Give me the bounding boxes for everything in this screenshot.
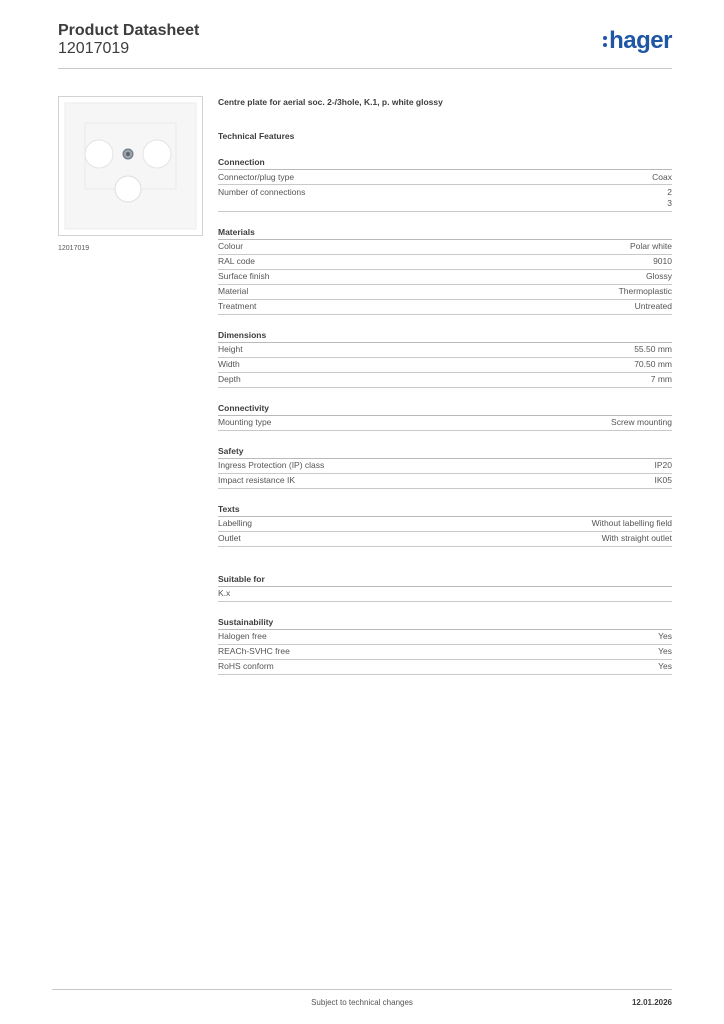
spec-label: Connector/plug type bbox=[218, 171, 295, 182]
spec-label: Colour bbox=[218, 241, 244, 251]
section-title: Sustainability bbox=[218, 616, 672, 630]
spec-value: 7 mm bbox=[650, 374, 672, 384]
footer-date: 12.01.2026 bbox=[631, 998, 672, 1007]
spec-value: Coax bbox=[652, 171, 672, 182]
product-title: Centre plate for aerial soc. 2-/3hole, K.1, p. white glossy bbox=[218, 97, 443, 107]
spec-value: Without labelling field bbox=[591, 518, 672, 528]
spec-value: Yes bbox=[658, 661, 672, 671]
spec-row bbox=[218, 474, 672, 489]
logo-text: hager bbox=[609, 27, 672, 54]
spec-value: Screw mounting bbox=[611, 417, 672, 427]
spec-row bbox=[218, 170, 672, 185]
spec-section bbox=[218, 156, 672, 212]
spec-value: 70.50 mm bbox=[634, 359, 672, 369]
section-title: Safety bbox=[218, 445, 672, 459]
spec-sections bbox=[218, 156, 672, 675]
spec-row bbox=[218, 240, 672, 255]
spec-row bbox=[218, 517, 672, 532]
spec-section bbox=[218, 503, 672, 547]
spec-label: Height bbox=[218, 344, 243, 354]
spec-value: IK05 bbox=[654, 475, 672, 485]
spec-section bbox=[218, 616, 672, 675]
spec-section bbox=[218, 226, 672, 315]
spec-label: Number of connections bbox=[218, 186, 306, 197]
spec-label: RoHS conform bbox=[218, 661, 274, 671]
technical-features-title: Technical Features bbox=[218, 131, 295, 141]
spec-label: Halogen free bbox=[218, 631, 267, 641]
hager-logo bbox=[603, 28, 672, 54]
image-caption: 12017019 bbox=[58, 245, 90, 252]
spec-row bbox=[218, 373, 672, 388]
spec-value: Yes bbox=[658, 646, 672, 656]
spec-section bbox=[218, 402, 672, 431]
spec-label: Treatment bbox=[218, 301, 257, 311]
spec-row bbox=[218, 660, 672, 675]
spec-value: 55.50 mm bbox=[634, 344, 672, 354]
section-title: Materials bbox=[218, 226, 672, 240]
spec-value: IP20 bbox=[654, 460, 672, 470]
spec-row bbox=[218, 416, 672, 431]
header-divider bbox=[58, 68, 672, 69]
spec-section bbox=[218, 445, 672, 489]
spec-label: Width bbox=[218, 359, 240, 369]
centre-plate-image-icon bbox=[59, 97, 202, 235]
spec-label: K.x bbox=[218, 588, 231, 598]
spec-label: Impact resistance IK bbox=[218, 475, 296, 485]
spec-row bbox=[218, 185, 672, 212]
spec-section bbox=[218, 329, 672, 388]
spec-value: Untreated bbox=[634, 301, 672, 311]
spec-label: Depth bbox=[218, 374, 241, 384]
footer-divider bbox=[52, 989, 672, 990]
spec-value: Thermoplastic bbox=[618, 286, 672, 296]
spec-label: Labelling bbox=[218, 518, 253, 528]
spec-label: Ingress Protection (IP) class bbox=[218, 460, 325, 470]
section-title: Suitable for bbox=[218, 573, 672, 587]
spec-value: Glossy bbox=[646, 271, 672, 281]
spec-value: Polar white bbox=[629, 241, 672, 251]
spec-row bbox=[218, 300, 672, 315]
spec-row bbox=[218, 343, 672, 358]
spec-row bbox=[218, 587, 672, 602]
section-title: Connection bbox=[218, 156, 672, 170]
spec-value: 2 3 bbox=[667, 186, 672, 208]
spec-row bbox=[218, 459, 672, 474]
spec-row bbox=[218, 645, 672, 660]
spec-label: RAL code bbox=[218, 256, 256, 266]
spec-label: Material bbox=[218, 286, 249, 296]
spec-row bbox=[218, 285, 672, 300]
specifications bbox=[218, 96, 672, 675]
section-title: Connectivity bbox=[218, 402, 672, 416]
logo-dots-icon bbox=[603, 34, 607, 48]
spec-section bbox=[218, 573, 672, 602]
footer-note: Subject to technical changes bbox=[311, 998, 413, 1007]
spec-value: Yes bbox=[658, 631, 672, 641]
spec-row bbox=[218, 255, 672, 270]
spec-label: Mounting type bbox=[218, 417, 272, 427]
spec-row bbox=[218, 270, 672, 285]
spec-row bbox=[218, 630, 672, 645]
header bbox=[58, 22, 199, 58]
document-title: Product Datasheet bbox=[58, 22, 200, 39]
document-number: 12017019 bbox=[58, 40, 130, 57]
section-title: Texts bbox=[218, 503, 672, 517]
spec-row bbox=[218, 358, 672, 373]
section-title: Dimensions bbox=[218, 329, 672, 343]
spec-value: With straight outlet bbox=[601, 533, 672, 543]
spec-row bbox=[218, 532, 672, 547]
spec-label: Outlet bbox=[218, 533, 241, 543]
spec-value: 9010 bbox=[653, 256, 672, 266]
spec-label: REACh-SVHC free bbox=[218, 646, 290, 656]
spec-label: Surface finish bbox=[218, 271, 270, 281]
product-image bbox=[58, 96, 203, 236]
